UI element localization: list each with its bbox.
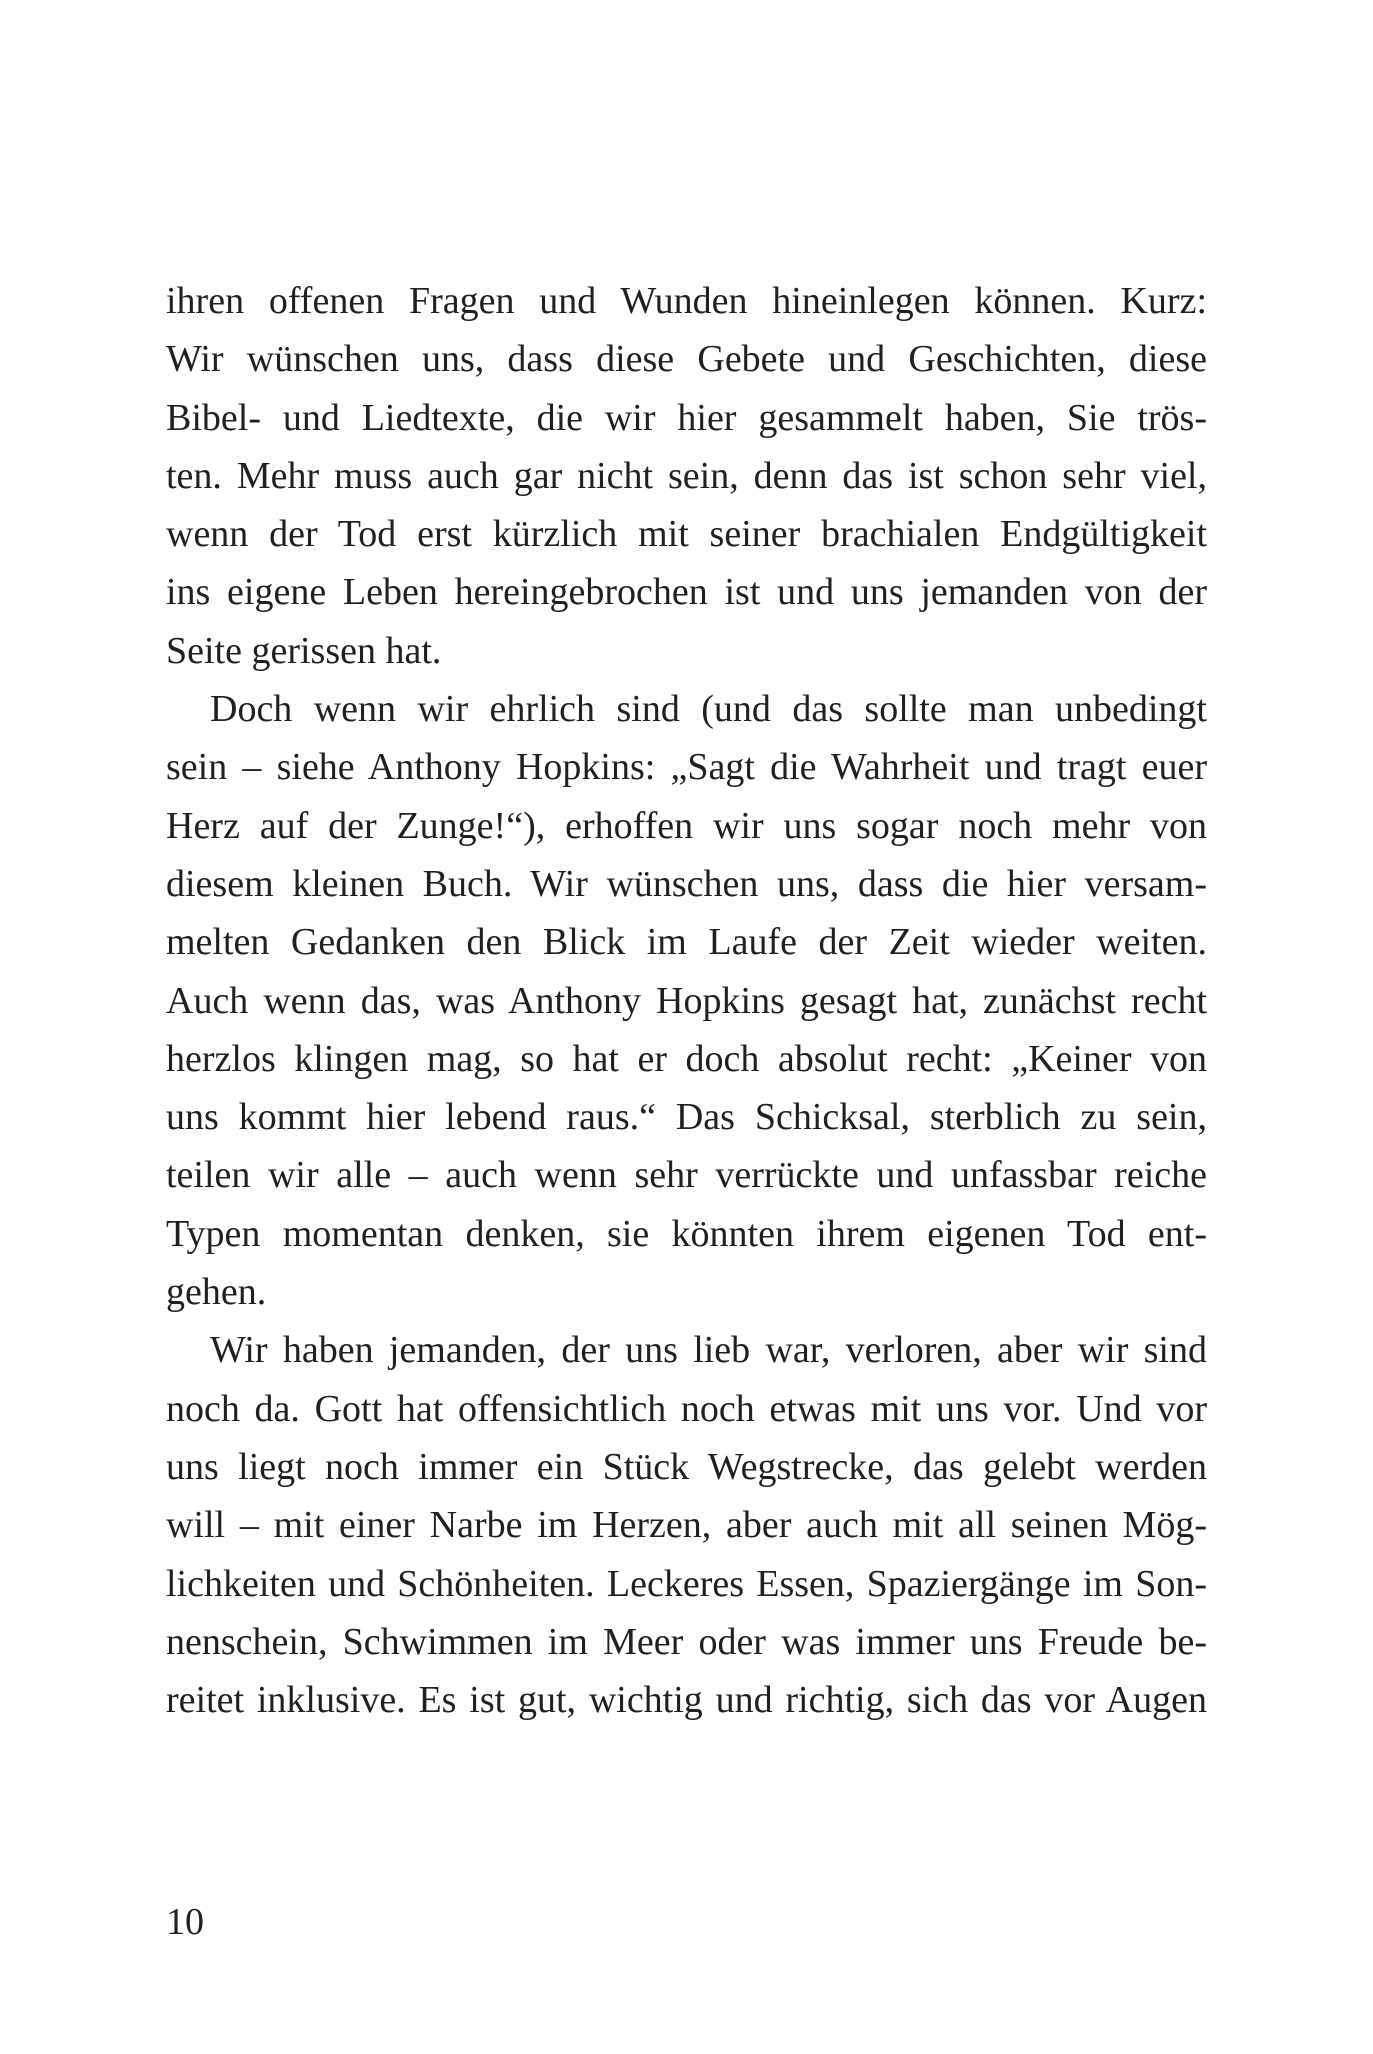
text-line: ins eigene Leben hereingebrochen ist und uns jemanden von der xyxy=(166,571,1207,614)
page-number: 10 xyxy=(166,1901,204,1943)
text-line: nenschein, Schwimmen im Meer oder was immer uns Freude be- xyxy=(166,1620,1207,1663)
text-line: Seite gerissen hat. xyxy=(166,629,442,672)
text-line: noch da. Gott hat offensichtlich noch etwas mit uns vor. Und vor xyxy=(166,1387,1207,1430)
text-line: uns kommt hier lebend raus.“ Das Schicksal, sterblich zu sein, xyxy=(166,1096,1207,1139)
text-line: gehen. xyxy=(166,1271,267,1314)
text-line: Wir haben jemanden, der uns lieb war, verloren, aber wir sind xyxy=(210,1329,1207,1372)
text-line: ihren offenen Fragen und Wunden hineinlegen können. Kurz: xyxy=(166,280,1207,322)
text-line: melten Gedanken den Blick im Laufe der Zeit wieder weiten. xyxy=(166,921,1207,964)
text-line: Herz auf der Zunge!“), erhoffen wir uns sogar noch mehr von xyxy=(166,804,1207,847)
text-line: herzlos klingen mag, so hat er doch absolut recht: „Keiner von xyxy=(166,1037,1207,1080)
text-line: Bibel- und Liedtexte, die wir hier gesammelt haben, Sie trös- xyxy=(166,396,1207,439)
text-line: Wir wünschen uns, dass diese Gebete und Geschichten, diese xyxy=(166,338,1207,381)
text-line: diesem kleinen Buch. Wir wünschen uns, dass die hier versam- xyxy=(166,862,1207,905)
text-line: Typen momentan denken, sie könnten ihrem eigenen Tod ent- xyxy=(166,1212,1207,1255)
text-line: teilen wir alle – auch wenn sehr verrückte und unfassbar reiche xyxy=(166,1154,1207,1197)
text-line: Doch wenn wir ehrlich sind (und das sollte man unbedingt xyxy=(210,688,1207,731)
text-line: wenn der Tod erst kürzlich mit seiner brachialen Endgültigkeit xyxy=(166,513,1207,556)
text-line: sein – siehe Anthony Hopkins: „Sagt die Wahrheit und tragt euer xyxy=(166,746,1207,789)
text-line: ten. Mehr muss auch gar nicht sein, denn das ist schon sehr viel, xyxy=(166,454,1207,497)
text-line: uns liegt noch immer ein Stück Wegstrecke, das gelebt werden xyxy=(166,1445,1207,1488)
body-text xyxy=(166,272,1207,1729)
text-line: lichkeiten und Schönheiten. Leckeres Essen, Spaziergänge im Son- xyxy=(166,1562,1207,1605)
text-line: reitet inklusive. Es ist gut, wichtig und richtig, sich das vor Augen xyxy=(166,1679,1207,1722)
text-line: will – mit einer Narbe im Herzen, aber auch mit all seinen Mög- xyxy=(166,1504,1207,1547)
text-line: Auch wenn das, was Anthony Hopkins gesagt hat, zunächst recht xyxy=(166,979,1207,1022)
